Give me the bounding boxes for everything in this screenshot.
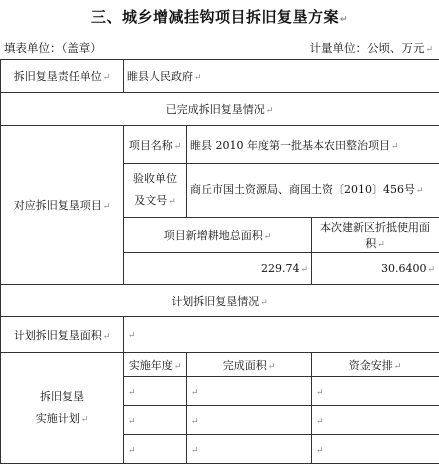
- plan-header-year: 实施年度↵: [124, 353, 187, 377]
- planned-area-value: ↵: [124, 317, 439, 353]
- plan-header-area: 完成面积↵: [187, 353, 312, 377]
- plan-cell: ↵: [124, 435, 187, 464]
- used-area-value: 30.6400↵: [312, 253, 439, 285]
- project-name-label: 项目名称↵: [124, 126, 187, 164]
- unit-of-measure-label: 计量单位：公顷、万元↵: [309, 41, 433, 55]
- project-label: 对应拆旧复垦项目↵: [1, 126, 124, 285]
- plan-cell: ↵: [312, 406, 439, 435]
- planned-area-label: 计划拆旧复垦面积↵: [1, 317, 124, 353]
- acceptance-unit-value: 商丘市国土资源局、商国土资〔2010〕456号↵: [187, 164, 439, 218]
- completed-section-heading: 已完成拆旧复垦情况↵: [1, 93, 439, 126]
- new-area-value: 229.74↵: [124, 253, 312, 285]
- implementation-plan-label: 拆旧复垦 实施计划↵: [1, 353, 124, 464]
- planned-section-heading: 计划拆旧复垦情况↵: [1, 285, 439, 317]
- page-title: 三、城乡增减挂钩项目拆旧复垦方案↵: [90, 8, 349, 26]
- plan-header-funds: 资金安排↵: [312, 353, 439, 377]
- plan-cell: ↵: [312, 377, 439, 406]
- plan-cell: ↵: [187, 406, 312, 435]
- plan-cell: ↵: [187, 435, 312, 464]
- project-name-value: 睢县 2010 年度第一批基本农田整治项目↵: [187, 126, 439, 164]
- responsible-unit-label: 拆旧复垦责任单位↵: [1, 60, 124, 93]
- plan-cell: ↵: [312, 435, 439, 464]
- responsible-unit-value: 睢县人民政府↵: [124, 60, 439, 93]
- used-area-label: 本次建新区折抵使用面积↵: [312, 218, 439, 253]
- plan-cell: ↵: [187, 377, 312, 406]
- plan-cell: ↵: [124, 377, 187, 406]
- fill-unit-label: 填表单位：（盖章）: [4, 41, 102, 55]
- reclamation-plan-table: [0, 59, 439, 464]
- acceptance-unit-label: 验收单位 及文号↵: [124, 164, 187, 218]
- new-area-label: 项目新增耕地总面积↵: [124, 218, 312, 253]
- plan-cell: ↵: [124, 406, 187, 435]
